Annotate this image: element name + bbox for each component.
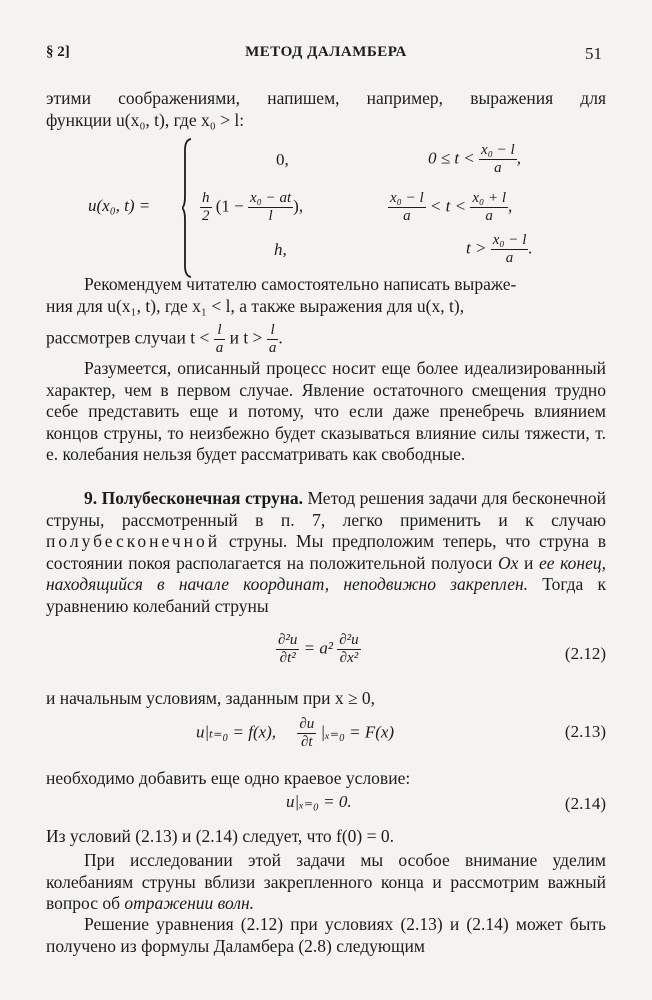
text-line: и начальным условиям, заданным при x ≥ 0, — [46, 688, 376, 708]
paragraph: Решение уравнения (2.12) при условиях (2.13) и (2.14) может быть получено из формулы Даламбера (2.8) следующим — [46, 914, 606, 956]
running-title: МЕТОД ДАЛАМБЕРА — [245, 44, 407, 60]
case2-condition: $\frac{\text{x₀ − l}}{a}$ < t < $\frac{\text{x₀ + l}}{a}$ , — [390, 190, 513, 224]
text-line: ния для u(x₁, t), где x₁ < l, а также выражения для u(x, t), — [46, 296, 465, 316]
paragraph: Разумеется, описанный процесс носит еще более идеализированный характер, чем в первом случае. Явление остаточного смещения трудно себе представить еще и потому, что если даже пренебречь влиянием концов струны, то неизбежно будет сказываться влияние силы тяжести, т. е. колебания нельзя будет рассматривать как свободные. — [46, 358, 606, 464]
text-line: Рекомендуем читателю самостоятельно написать выраже- — [84, 274, 517, 294]
paragraph: При исследовании этой задачи мы особое внимание уделим колебаниям струны вблизи закрепленного конца и рассмотрим важный вопрос об отражении волн. — [46, 850, 606, 913]
equation-2-13: u|ₜ₌₀ = f(x), $\frac{\partial u}{\partial t}$ |ₓ₌₀ = F(x) — [196, 716, 395, 750]
text-line: этими соображениями, напишем, например, выражения для — [46, 88, 606, 108]
section-9-paragraph: 9. Полубесконечная струна. Метод решения задачи для бесконечной струны, рассмотренный в п. 7, легко применить и к случаю полубесконечной струны. Мы предположим теперь, что струна в состоянии покоя располагается на положительной полуоси Ox и ее конец, находящийся в начале координат, неподвижно закреплен. Тогда к уравнению колебаний струны — [46, 488, 606, 616]
case3-value: h, — [274, 240, 287, 259]
equation-number: (2.13) — [564, 722, 606, 741]
text-line: необходимо добавить еще одно краевое условие: — [46, 768, 411, 788]
equation-2-14: u|ₓ₌₀ = 0. — [286, 792, 352, 811]
section-heading: 9. Полубесконечная струна. — [84, 488, 304, 508]
equation-2-12: $\frac{\text{∂²u}}{\text{∂t²}}$ = a² $\frac{\text{∂²u}}{\text{∂x²}}$ — [278, 632, 359, 666]
section-marker: § 2] — [46, 44, 70, 60]
text-line: Из условий (2.13) и (2.14) следует, что f(0) = 0. — [46, 826, 394, 846]
case3-condition: t > $\frac{\text{x₀ − l}}{a}$ . — [466, 232, 533, 266]
left-brace-icon — [182, 138, 192, 278]
case1-value: 0, — [276, 150, 289, 169]
text-line: рассмотрев случаи t < $\frac{l}{a}$ и t > $\frac{l}{a}$ . — [46, 322, 283, 356]
text-line: функции u(x₀, t), где x₀ > l: — [46, 110, 245, 130]
case1-condition: 0 ≤ t < $\frac{\text{x₀ − l}}{a}$ , — [428, 142, 521, 176]
equation-number: (2.12) — [564, 644, 606, 663]
case2-value: $\frac{h}{2}$ (1 − $\frac{\text{x₀ − at}}{l}$ ), — [202, 190, 304, 224]
piecewise-lhs: u(x₀, t) = — [88, 196, 151, 215]
page-number: 51 — [585, 44, 602, 63]
equation-number: (2.14) — [564, 794, 606, 813]
